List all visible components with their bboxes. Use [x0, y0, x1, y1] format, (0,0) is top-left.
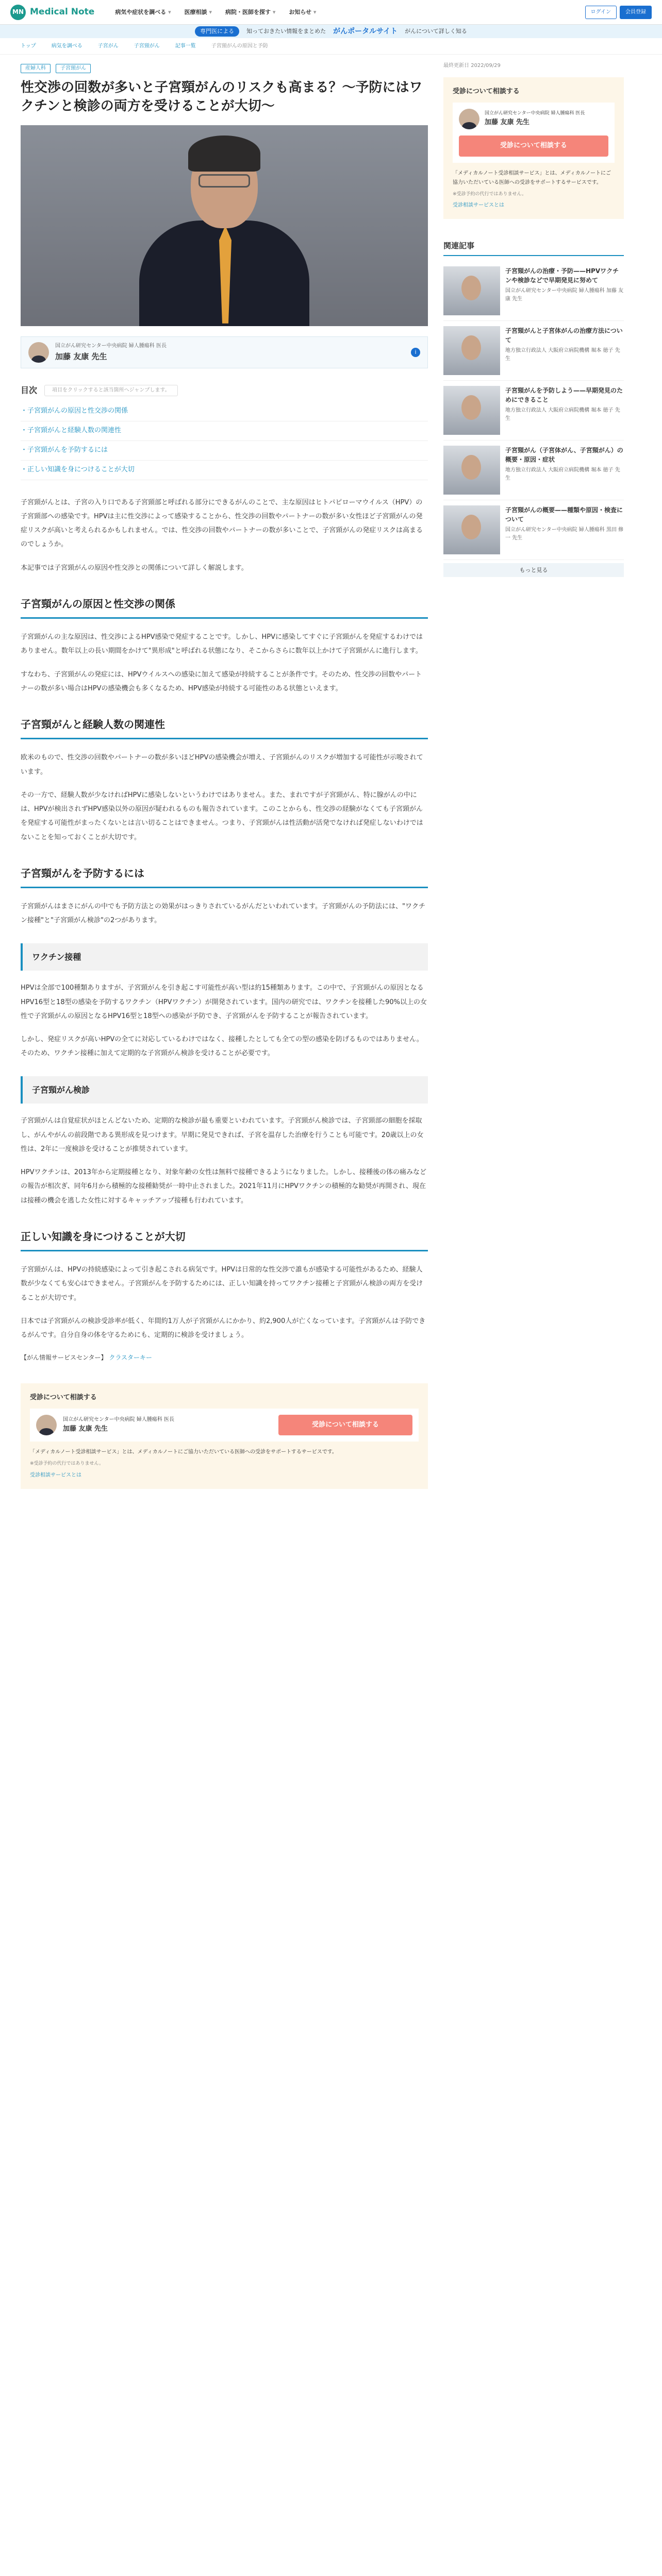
nav-item[interactable]: お知らせ ▾ — [289, 8, 316, 17]
paragraph: しかし、発症リスクが高いHPVの全てに対応しているわけではなく、接種したとしても全ての型の感染を防げるものではありません。そのため、ワクチン接種に加えて定期的な子宮頸がん検診を受けることが必要です。 — [21, 1036, 423, 1058]
article-thumbnail — [443, 326, 500, 375]
top-header — [0, 0, 662, 25]
sidebar-consult-box: 受診について相談する 国立がん研究センター中央病院 婦人腫瘍科 医長 加藤 友康 先生 受診について相談する 「メディカルノート受診相談サービス」とは、メディカルノートにご協力いただいている医師への受診をサポートするサービスです。 ※受診予約の代行ではありません。 受診相談サービスとは — [443, 77, 624, 219]
related-articles-title: 関連記事 — [443, 240, 624, 256]
nav-item[interactable]: 病院・医師を探す ▾ — [225, 8, 275, 17]
global-nav — [115, 8, 316, 17]
breadcrumb-item[interactable]: 子宮がん — [97, 43, 119, 49]
sidebar: 最終更新日 2022/09/29 受診について相談する 国立がん研究センター中央病院 婦人腫瘍科 医長 加藤 友康 先生 受診について相談する 「メディカルノート受診相談サービス」とは、メディカルノートにご協力いただいている医師への受診をサポートするサービスです。 ※受診予約の代行ではありません。 受診相談サービスとは 関連記事 子宮頸がんの治療・予防——HPVワクチンや検診などで早期発見に努めて 国立がん研究センター中央病院 婦人腫瘍科 加藤 友康 先生 子宮頸がんと子宮体がんの治療方法について 地方独立行政法人 大阪府立病院機構 堀本 徳子 先生 子宮頸がんを予防しよう——早期発見のためにできること 地方独立行政法人 大阪府立病院機構 堀本 徳子 先生 子宮頸がん（子宮体がん、子宮頸がん）の概要・原因・症状 地方独立行政法人 大阪府立病院機構 堀本 徳子 先生 子宮頸がんの概要——種類や原因・検査について 国立がん研究センター中央病院 婦人腫瘍科 黒田 修一 先生 もっと見る — [443, 55, 624, 1499]
section-heading: 子宮頸がんの原因と性交渉の関係 — [21, 596, 428, 619]
article-title: 性交渉の回数が多いと子宮頸がんのリスクも高まる？〜予防にはワクチンと検診の両方を受けることが大切〜 — [21, 80, 423, 114]
intro-paragraph: 本記事では子宮頸がんの原因や性交渉との関係について詳しく解説します。 — [21, 564, 248, 572]
related-article[interactable]: 子宮頸がんと子宮体がんの治療方法について 地方独立行政法人 大阪府立病院機構 堀本 徳子 先生 — [443, 321, 624, 381]
paragraph: 子宮頸がんの主な原因は、性交渉によるHPV感染で発症することです。しかし、HPVに感染してすぐに子宮頸がんを発症するわけではありません。数年以上の長い期間をかけて"異形成"と呼ばれる状態になり、そこからさらに数年以上かけて子宮頸がんに進行します。 — [21, 633, 423, 655]
register-button[interactable]: 会員登録 — [620, 6, 652, 19]
article-thumbnail — [443, 386, 500, 435]
paragraph: その一方で、経験人数が少なければHPVに感染しないというわけではありません。また、まれですが子宮頸がん、特に腺がんの中には、HPVが検出されずHPV感染以外の原因が疑われるものも報告されています。このことからも、性交渉の経験がなくても子宮頸がんを発症する可能性がまったくないとは言い切ることはできません。つまり、子宮頸がんは性活動が活発でなければ発症しないわけではないことを知っておくことが大切です。 — [21, 791, 423, 841]
article-thumbnail — [443, 446, 500, 495]
reference-link[interactable]: クラスターキー — [109, 1353, 153, 1361]
article-thumbnail — [443, 266, 500, 315]
section-heading: 正しい知識を身につけることが大切 — [21, 1228, 428, 1251]
breadcrumb-item[interactable]: 病気を調べる — [51, 43, 82, 49]
cancer-portal-banner[interactable]: 専門医による 知っておきたい情報をまとめた がんポータルサイト がんについて詳しく知る — [0, 25, 662, 38]
breadcrumb — [0, 38, 662, 55]
toc-item[interactable]: ・ 子宮頸がんを予防するには — [21, 441, 428, 461]
article-thumbnail — [443, 505, 500, 554]
updated-date: 2022/09/29 — [471, 63, 501, 69]
paragraph: 子宮頸がんは自覚症状がほとんどないため、定期的な検診が最も重要といわれています。子宮頸がん検診では、子宮頸部の細胞を採取し、がんやがんの前段階である異形成を見つけます。早期に発見できれば、子宮を温存した治療を行うことも可能です。20歳以上の女性は、2年に一度検診を受けることが推奨されています。 — [21, 1117, 424, 1153]
doctor-avatar — [28, 342, 49, 363]
info-icon[interactable]: i — [411, 348, 420, 357]
related-article[interactable]: 子宮頸がんを予防しよう——早期発見のためにできること 地方独立行政法人 大阪府立病院機構 堀本 徳子 先生 — [443, 381, 624, 440]
related-article[interactable]: 子宮頸がんの治療・予防——HPVワクチンや検診などで早期発見に努めて 国立がん研究センター中央病院 婦人腫瘍科 加藤 友康 先生 — [443, 261, 624, 321]
toc-item[interactable]: ・ 子宮頸がんと経験人数の関連性 — [21, 421, 428, 441]
toc-title: 目次 — [21, 385, 38, 395]
site-logo[interactable]: MN Medical Note — [10, 5, 94, 20]
doctor-avatar — [36, 1415, 57, 1435]
paragraph: すなわち、子宮頸がんの発症には、HPVウイルスへの感染に加えて感染が持続することが条件です。そのため、性交渉の回数やパートナーの数が多い場合はHPVの感染機会も多くなるため、HPV感染が持続する可能性のある状態といえます。 — [21, 670, 422, 692]
consult-title: 受診について相談する — [30, 1393, 97, 1401]
paragraph: 子宮頸がんはまさにがんの中でも予防方法との効果がはっきりされているがんだといわれています。子宮頸がんの予防法には、"ワクチン接種"と"子宮頸がん検診"の2つがあります。 — [21, 903, 425, 925]
paragraph: HPVは全部で100種類ありますが、子宮頸がんを引き起こす可能性が高い型は約15種類あります。この中で、子宮頸がんの原因となるHPV16型と18型の感染を予防するワクチン（HPVワクチン）が開発されています。国内の研究では、ワクチンを接種した90%以上の女性で子宮頸がんの原因となるHPV16型と18型への感染が予防でき、子宮頸がんを予防することが報告されています。 — [21, 984, 427, 1020]
section-heading: 子宮頸がんを予防するには — [21, 865, 428, 888]
subsection-heading: 子宮頸がん検診 — [21, 1076, 428, 1104]
consult-service-link[interactable]: 受診相談サービスとは — [30, 1472, 81, 1478]
paragraph: 日本では子宮頸がんの検診受診率が低く、年間約1万人が子宮頸がんにかかり、約2,900人が亡くなっています。子宮頸がんは予防できるがんです。自分自身の体を守るためにも、定期的に検診を受けましょう。 — [21, 1317, 426, 1340]
toc-item[interactable]: ・ 子宮頸がんの原因と性交渉の関係 — [21, 402, 428, 421]
related-article[interactable]: 子宮頸がん（子宮体がん、子宮頸がん）の概要・原因・症状 地方独立行政法人 大阪府立病院機構 堀本 徳子 先生 — [443, 440, 624, 500]
related-article[interactable]: 子宮頸がんの概要——種類や原因・検査について 国立がん研究センター中央病院 婦人腫瘍科 黒田 修一 先生 — [443, 500, 624, 560]
logo-icon: MN — [10, 5, 26, 20]
section-heading: 子宮頸がんと経験人数の関連性 — [21, 716, 428, 739]
subsection-heading: ワクチン接種 — [21, 943, 428, 971]
supervising-doctor-card[interactable]: 国立がん研究センター中央病院 婦人腫瘍科 医長 加藤 友康 先生 i — [21, 336, 428, 368]
reference: 【がん情報サービスセンター】 クラスターキー — [21, 1353, 153, 1361]
disease-tag[interactable]: 子宮頸がん — [56, 64, 91, 73]
paragraph: HPVワクチンは、2013年から定期接種となり、対象年齢の女性は無料で接種できるようになりました。しかし、接種後の体の痛みなどの報告が相次ぎ、同年6月から積極的な接種勧奨が一時中止されました。2021年11月にHPVワクチンの積極的な勧奨が再開され、現在は接種の機会を逃した女性に対するキャッチアップ接種も行われています。 — [21, 1168, 426, 1205]
category-tag[interactable]: 産婦人科 — [21, 64, 51, 73]
paragraph: 子宮頸がんは、HPVの持続感染によって引き起こされる病気です。HPVは日常的な性交渉で誰もが感染する可能性があるため、経験人数が少なくても安心はできません。子宮頸がんを予防するためには、正しい知識を持ってワクチン接種と子宮頸がん検診の両方を受けることが大切です。 — [21, 1266, 423, 1302]
more-related-button[interactable]: もっと見る — [443, 563, 624, 578]
doctor-avatar — [459, 109, 479, 129]
paragraph: 欧米のもので、性交渉の回数やパートナーの数が多いほどHPVの感染機会が増え、子宮頸がんのリスクが増加する可能性が示唆されています。 — [21, 754, 423, 776]
nav-item[interactable]: 医療相談 ▾ — [185, 8, 212, 17]
intro-paragraph: 子宮頸がんとは、子宮の入り口である子宮頸部と呼ばれる部分にできるがんのことで、主な原因はヒトパピローマウイルス（HPV）の子宮頸部への感染です。HPVは主に性交渉によって感染することから、性交渉の回数やパートナーの数が多い女性ほど子宮頸がんの発症リスクが高いと考えられるかもしれません。では、性交渉の回数やパートナーの数が多いことで、子宮頸がんの発症リスクは高まるのでしょうか。 — [21, 498, 423, 549]
login-button[interactable]: ログイン — [585, 6, 617, 19]
breadcrumb-item[interactable]: 子宮頸がん — [134, 43, 160, 49]
nav-item[interactable]: 病気や症状を調べる ▾ — [115, 8, 171, 17]
consult-button[interactable]: 受診について相談する — [278, 1415, 412, 1436]
breadcrumb-item[interactable]: トップ — [21, 43, 36, 49]
toc-note: 項目をクリックすると該当箇所へジャンプします。 — [44, 385, 178, 396]
consult-box: 受診について相談する 国立がん研究センター中央病院 婦人腫瘍科 医長 加藤 友康 先生 受診について相談する 「メディカルノート受診相談サービス」とは、メディカルノートにご協力いただいている医師への受診をサポートするサービスです。 ※受診予約の代行ではありません。 受診相談サービスとは — [21, 1383, 428, 1489]
breadcrumb-current: 子宮頸がんの原因と予防 — [211, 43, 268, 49]
breadcrumb-item[interactable]: 記事一覧 — [175, 43, 196, 49]
article-main — [21, 55, 428, 1499]
table-of-contents — [21, 402, 428, 480]
consult-button[interactable]: 受診について相談する — [459, 135, 608, 157]
doctor-photo — [21, 125, 428, 326]
toc-item[interactable]: ・ 正しい知識を身につけることが大切 — [21, 461, 428, 480]
consult-service-link[interactable]: 受診相談サービスとは — [453, 202, 504, 208]
